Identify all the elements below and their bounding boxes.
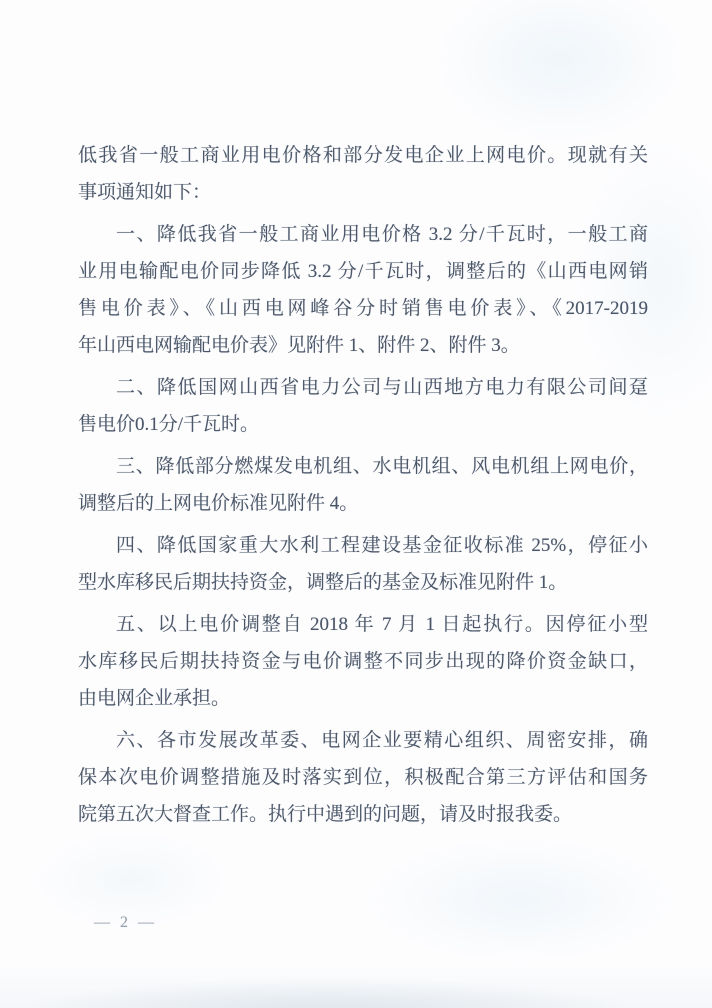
paragraph: [78, 527, 648, 601]
text-line: 年山西电网输配电价表》见附件 1、附件 2、附件 3。: [78, 335, 520, 356]
text-line: 二、降低国网山西省电力公司与山西地方电力有限公司间趸: [116, 377, 648, 398]
document-body: [78, 137, 648, 833]
paragraph: [78, 722, 648, 833]
text-line: 四、降低国家重大水利工程建设基金征收标准 25%，停征小: [116, 535, 648, 556]
text-line: 事项通知如下：: [78, 182, 212, 203]
page-bottom-shadow: [0, 964, 712, 1008]
text-line: 水库移民后期扶持资金与电价调整不同步出现的降价资金缺口，: [78, 651, 648, 672]
text-line: 调整后的上网电价标准见附件 4。: [78, 493, 359, 514]
text-line: 一、降低我省一般工商业用电价格 3.2 分/千瓦时，一般工商: [116, 224, 648, 245]
paragraph: [78, 369, 648, 443]
text-line: 由电网企业承担。: [78, 688, 231, 709]
text-line: 售电价表》、《山西电网峰谷分时销售电价表》、《2017-2019: [78, 298, 648, 319]
paragraph: [78, 216, 648, 364]
text-line: 六、各市发展改革委、电网企业要精心组织、周密安排，确: [116, 730, 648, 751]
paragraph: [78, 606, 648, 717]
page-number: — 2 —: [94, 914, 157, 931]
text-line: 售电价0.1分/千瓦时。: [78, 414, 260, 435]
text-line: 院第五次大督查工作。执行中遇到的问题，请及时报我委。: [78, 804, 573, 825]
text-line: 五、以上电价调整自 2018 年 7 月 1 日起执行。因停征小型: [116, 614, 648, 635]
text-line: 三、降低部分燃煤发电机组、水电机组、风电机组上网电价，: [116, 456, 648, 477]
paragraph: [78, 448, 648, 522]
text-line: 低我省一般工商业用电价格和部分发电企业上网电价。现就有关: [78, 145, 648, 166]
text-line: 型水库移民后期扶持资金，调整后的基金及标准见附件 1。: [78, 572, 568, 593]
paragraph: [78, 137, 648, 211]
text-line: 业用电输配电价同步降低 3.2 分/千瓦时，调整后的《山西电网销: [78, 261, 648, 282]
text-line: 保本次电价调整措施及时落实到位，积极配合第三方评估和国务: [78, 767, 648, 788]
